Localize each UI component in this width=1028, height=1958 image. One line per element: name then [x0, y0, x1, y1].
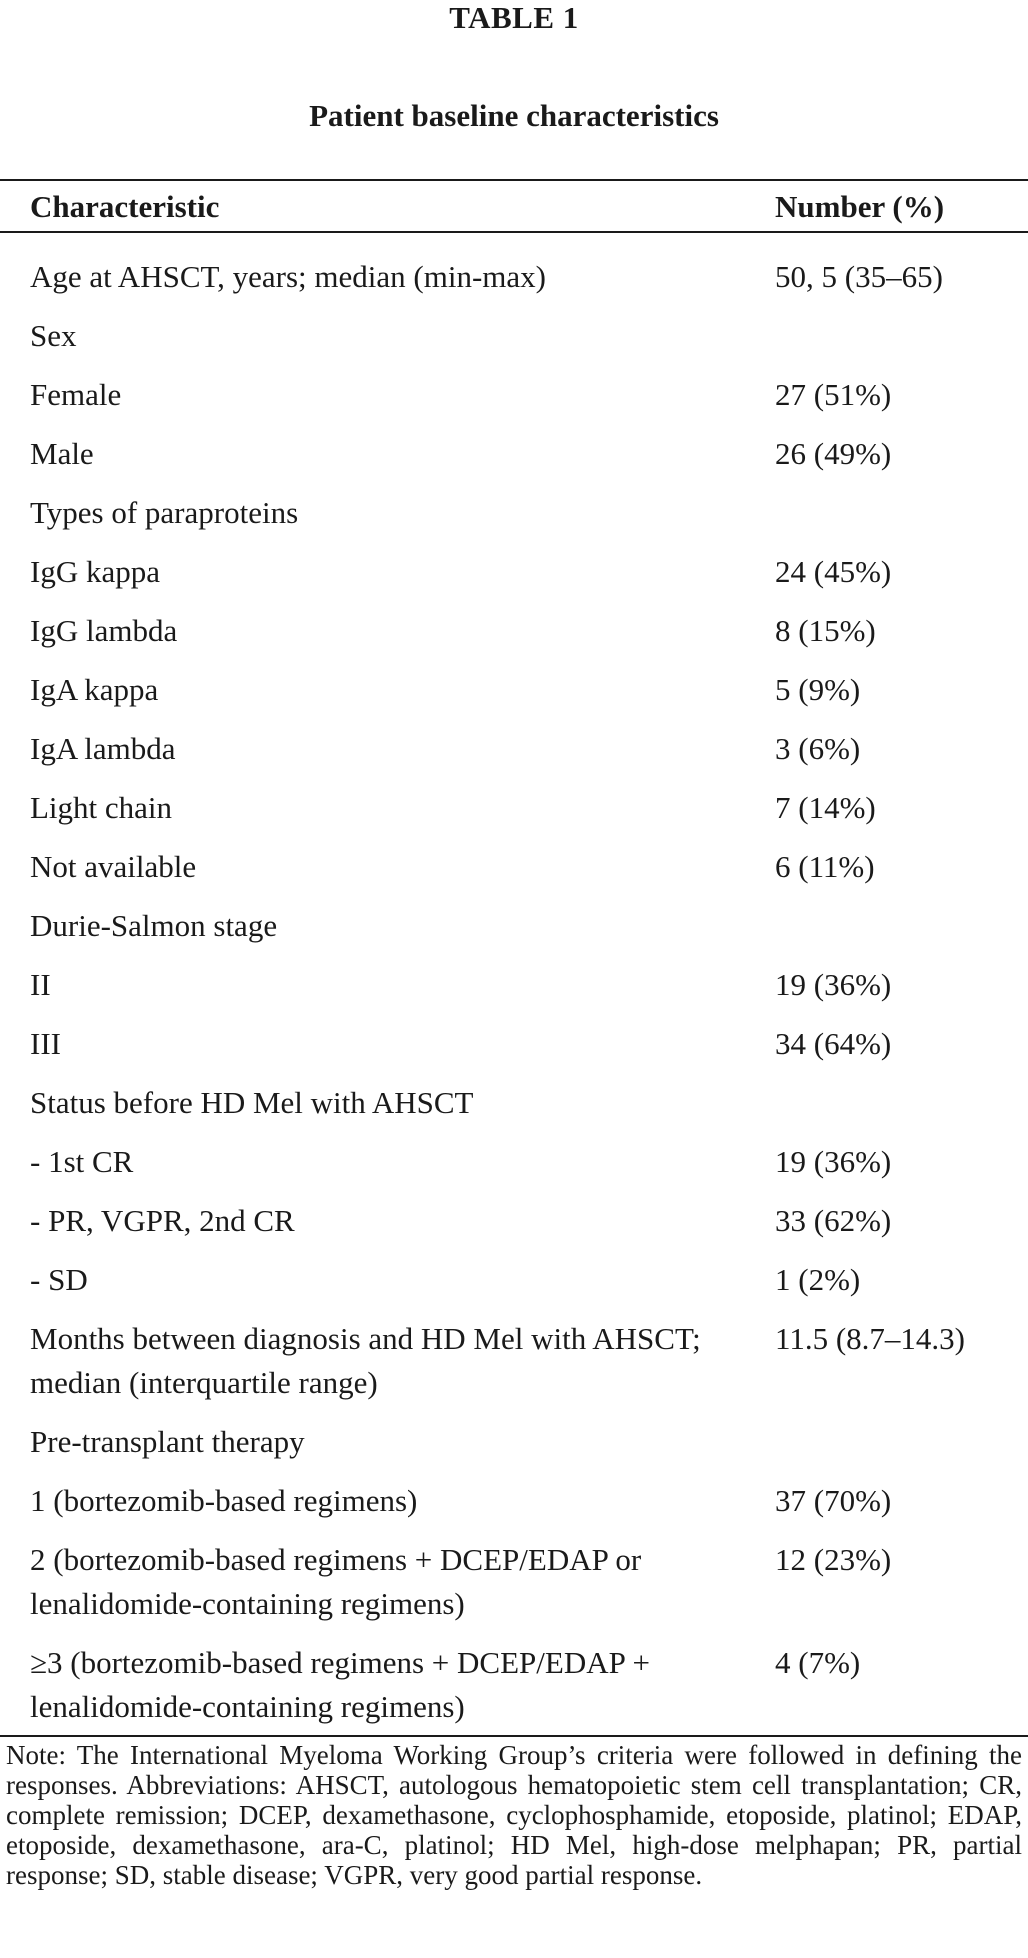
- number-cell: 19 (36%): [775, 967, 892, 1002]
- characteristic-cell: Light chain: [30, 790, 173, 825]
- characteristic-cell: Age at AHSCT, years; median (min-max): [30, 259, 546, 294]
- table-row: [0, 609, 1028, 653]
- number-cell: 3 (6%): [775, 731, 861, 766]
- characteristic-cell: IgG kappa: [30, 554, 160, 589]
- table-row: [0, 1258, 1028, 1302]
- characteristic-cell: - PR, VGPR, 2nd CR: [30, 1203, 295, 1238]
- table-row: [0, 1199, 1028, 1243]
- table-body: [0, 255, 1028, 1744]
- table-header-row: [0, 185, 1028, 229]
- header-characteristic: Characteristic: [30, 189, 220, 224]
- number-cell: 7 (14%): [775, 790, 876, 825]
- number-cell: 27 (51%): [775, 377, 892, 412]
- table-header-rule: [0, 231, 1028, 233]
- characteristic-cell: Months between diagnosis and HD Mel with AHSCT; median (interquartile range): [30, 1321, 701, 1400]
- number-cell: 4 (7%): [775, 1645, 861, 1680]
- table-row: [0, 786, 1028, 830]
- characteristic-cell: III: [30, 1026, 61, 1061]
- characteristic-cell: IgG lambda: [30, 613, 178, 648]
- number-cell: 11.5 (8.7–14.3): [775, 1321, 965, 1356]
- table-bottom-rule: [0, 1735, 1028, 1737]
- table-row: [0, 963, 1028, 1007]
- number-cell: 24 (45%): [775, 554, 892, 589]
- characteristic-cell: Not available: [30, 849, 197, 884]
- characteristic-cell: - SD: [30, 1262, 88, 1297]
- number-cell: 5 (9%): [775, 672, 861, 707]
- characteristic-cell: IgA kappa: [30, 672, 159, 707]
- table-row: [0, 1081, 1028, 1125]
- characteristic-cell: Types of paraproteins: [30, 495, 299, 530]
- characteristic-cell: 1 (bortezomib-based regimens): [30, 1483, 418, 1518]
- characteristic-cell: IgA lambda: [30, 731, 176, 766]
- table-row: [0, 550, 1028, 594]
- table-row: [0, 373, 1028, 417]
- table-footnote: Note: The International Myeloma Working Group’s criteria were followed in defining the responses. Abbreviations: AHSCT, autologous hematopoietic stem cell transplantation; CR, complete remission; DCEP, dexamethasone, cyclophosphamide, etoposide, platinol; EDAP, etoposide, dexamethasone, ara-C, platinol; HD Mel, high-dose melphapan; PR, partial response; SD, stable disease; VGPR, very good partial response.: [6, 1740, 1022, 1890]
- number-cell: 26 (49%): [775, 436, 892, 471]
- characteristic-cell: Pre-transplant therapy: [30, 1424, 305, 1459]
- table-row: [0, 255, 1028, 299]
- table-row: [0, 668, 1028, 712]
- table-row: [0, 1140, 1028, 1184]
- number-cell: 33 (62%): [775, 1203, 892, 1238]
- number-cell: 19 (36%): [775, 1144, 892, 1179]
- table-caption: Patient baseline characteristics: [309, 98, 719, 133]
- table-row: [0, 1538, 1028, 1626]
- table-row: [0, 1022, 1028, 1066]
- characteristic-cell: Male: [30, 436, 94, 471]
- table-row: [0, 845, 1028, 889]
- number-cell: 37 (70%): [775, 1483, 892, 1518]
- number-cell: 34 (64%): [775, 1026, 892, 1061]
- characteristic-cell: 2 (bortezomib-based regimens + DCEP/EDAP or lenalidomide-containing regimens): [30, 1542, 642, 1621]
- table-row: [0, 727, 1028, 771]
- header-number: Number (%): [775, 189, 945, 224]
- table-row: [0, 1479, 1028, 1523]
- table-row: [0, 1317, 1028, 1405]
- characteristic-cell: Sex: [30, 318, 77, 353]
- characteristic-cell: Female: [30, 377, 122, 412]
- number-cell: 12 (23%): [775, 1542, 892, 1577]
- table-row: [0, 432, 1028, 476]
- characteristic-cell: II: [30, 967, 51, 1002]
- number-cell: 50, 5 (35–65): [775, 259, 943, 294]
- characteristic-cell: ≥3 (bortezomib-based regimens + DCEP/EDAP + lenalidomide-containing regimens): [30, 1645, 650, 1724]
- characteristic-cell: - 1st CR: [30, 1144, 134, 1179]
- number-cell: 6 (11%): [775, 849, 875, 884]
- table-top-rule: [0, 179, 1028, 181]
- table-row: [0, 1420, 1028, 1464]
- number-cell: 1 (2%): [775, 1262, 861, 1297]
- table-row: [0, 904, 1028, 948]
- table-number: TABLE 1: [449, 0, 579, 35]
- table-row: [0, 1641, 1028, 1729]
- table-row: [0, 491, 1028, 535]
- table-row: [0, 314, 1028, 358]
- characteristic-cell: Durie-Salmon stage: [30, 908, 278, 943]
- number-cell: 8 (15%): [775, 613, 876, 648]
- characteristic-cell: Status before HD Mel with AHSCT: [30, 1085, 474, 1120]
